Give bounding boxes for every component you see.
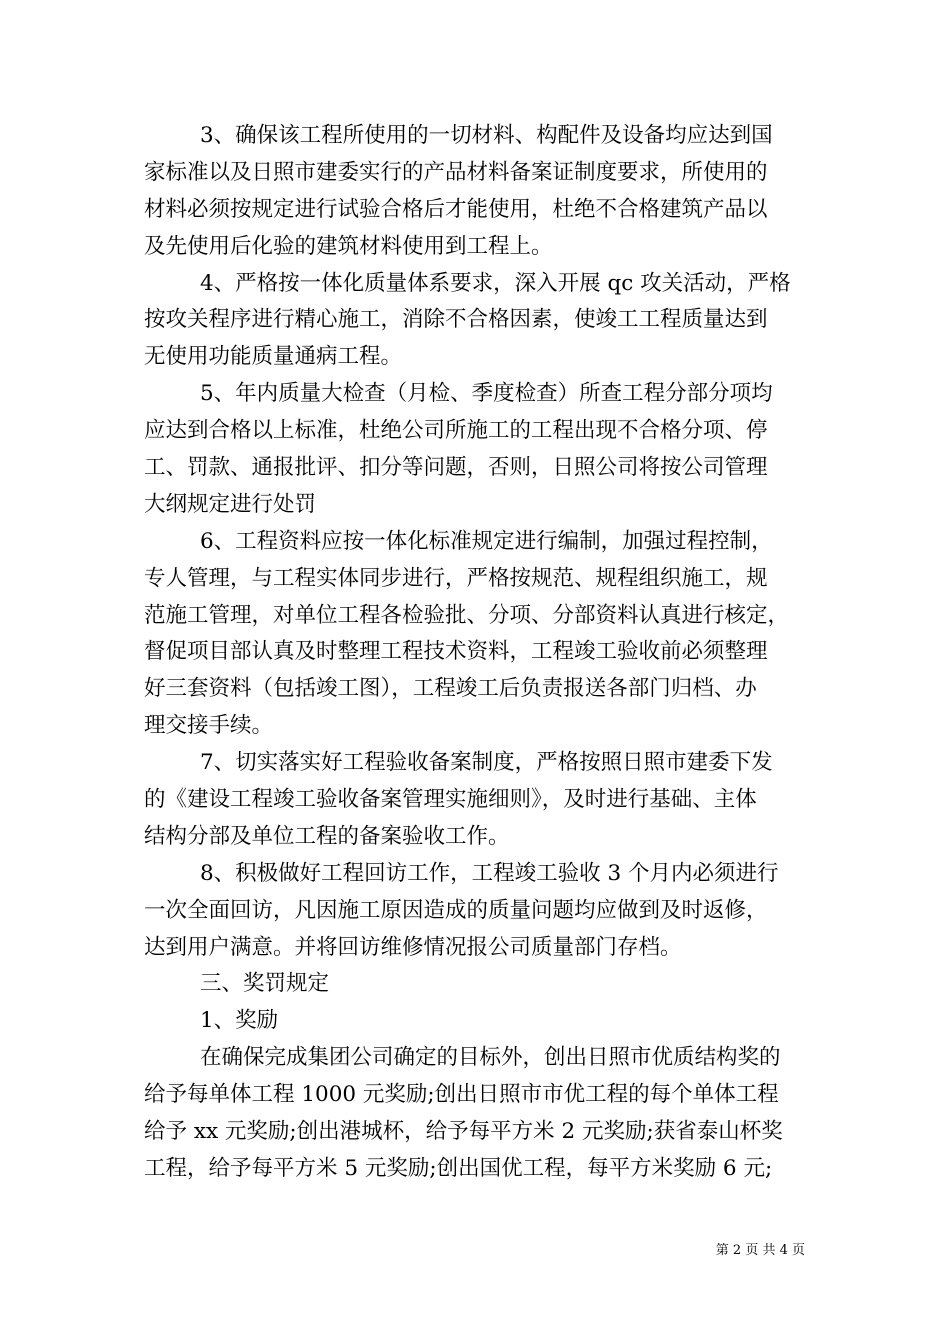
text-line: 材料必须按规定进行试验合格后才能使用，杜绝不合格建筑产品以 (144, 196, 768, 222)
text-line: 4、严格按一体化质量体系要求，深入开展 qc 攻关活动，严格 (200, 270, 791, 296)
text-line: 应达到合格以上标准，杜绝公司所施工的工程出现不合格分项、停 (144, 418, 768, 444)
text-line: 给予 xx 元奖励;创出港城杯，给予每平方米 2 元奖励;获省泰山杯奖 (144, 1119, 783, 1145)
text-line: 专人管理，与工程实体同步进行，严格按规范、规程组织施工，规 (144, 565, 768, 591)
text-line: 好三套资料（包括竣工图），工程竣工后负责报送各部门归档、办 (144, 676, 757, 702)
text-line: 工程，给予每平方米 5 元奖励;创出国优工程，每平方米奖励 6 元; (144, 1155, 773, 1181)
text-line: 8、积极做好工程回访工作，工程竣工验收 3 个月内必须进行 (200, 860, 779, 886)
document-body (144, 118, 824, 1188)
text-line: 三、奖罚规定 (200, 971, 330, 997)
text-line: 及先使用后化验的建筑材料使用到工程上。 (144, 233, 553, 259)
text-line: 的《建设工程竣工验收备案管理实施细则》，及时进行基础、主体 (144, 787, 757, 813)
text-line: 5、年内质量大检查（月检、季度检查）所查工程分部分项均 (200, 381, 773, 407)
text-line: 工、罚款、通报批评、扣分等问题，否则，日照公司将按公司管理 (144, 455, 768, 481)
text-line: 结构分部及单位工程的备案验收工作。 (144, 823, 510, 849)
text-line: 范施工管理，对单位工程各检验批、分项、分部资料认真进行核定， (144, 602, 790, 628)
text-line: 家标准以及日照市建委实行的产品材料备案证制度要求，所使用的 (144, 159, 768, 185)
text-line: 3、确保该工程所使用的一切材料、构配件及设备均应达到国 (200, 123, 773, 148)
text-line: 6、工程资料应按一体化标准规定进行编制，加强过程控制， (200, 528, 773, 554)
text-line: 一次全面回访，凡因施工原因造成的质量问题均应做到及时返修， (144, 897, 768, 923)
page-number: 第 2 页 共 4 页 (715, 1243, 805, 1258)
text-line: 7、切实落实好工程验收备案制度，严格按照日照市建委下发 (200, 750, 773, 776)
text-line: 无使用功能质量通病工程。 (144, 344, 403, 370)
text-line: 大纲规定进行处罚 (144, 491, 317, 517)
text-line: 督促项目部认真及时整理工程技术资料，工程竣工验收前必须整理 (144, 639, 768, 665)
text-line: 1、奖励 (200, 1008, 279, 1034)
text-line: 按攻关程序进行精心施工，消除不合格因素，使竣工工程质量达到 (144, 307, 768, 333)
text-line: 在确保完成集团公司确定的目标外，创出日照市优质结构奖的 (200, 1045, 781, 1071)
text-line: 理交接手续。 (144, 713, 274, 739)
text-line: 达到用户满意。并将回访维修情况报公司质量部门存档。 (144, 934, 682, 960)
text-line: 给予每单体工程 1000 元奖励;创出日照市市优工程的每个单体工程 (144, 1082, 779, 1108)
